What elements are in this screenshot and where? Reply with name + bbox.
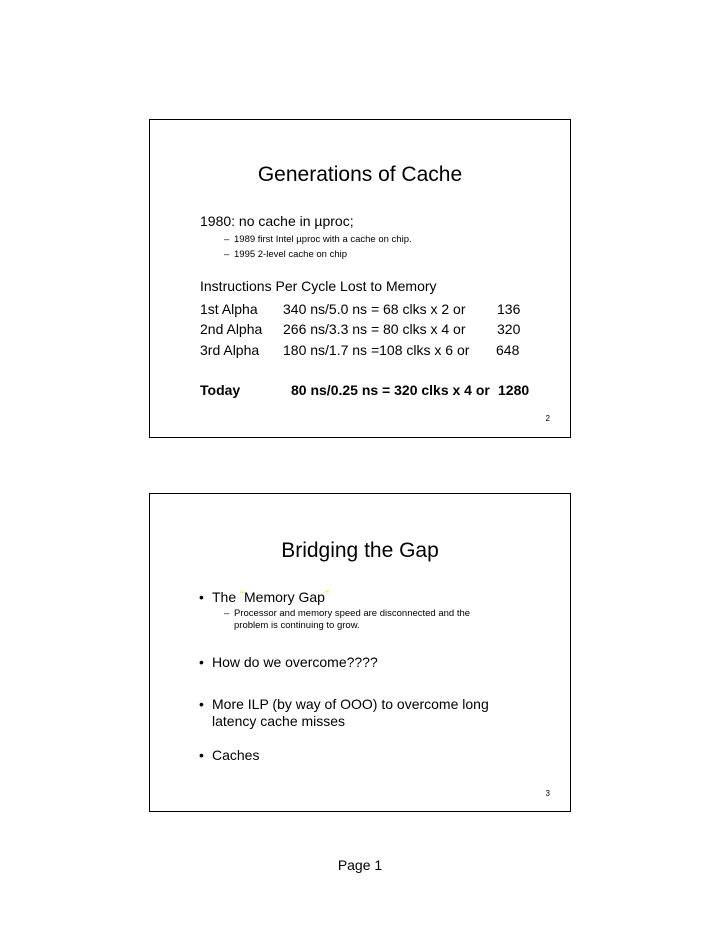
row-result: 648 (496, 342, 520, 358)
page-footer: Page 1 (337, 857, 383, 873)
row-calc: 340 ns/5.0 ns = 68 clks x 2 or (283, 301, 466, 317)
table-row (200, 301, 560, 319)
row-calc: 180 ns/1.7 ns =108 clks x 6 or (283, 342, 470, 358)
bullet-ilp-continuation: latency cache misses (212, 713, 346, 729)
bullet-glyph: • (199, 589, 204, 605)
dash-glyph: – (224, 608, 230, 619)
bullet-highlight-text: Memory Gap (244, 589, 325, 605)
bullet-text: Caches (212, 747, 260, 763)
bullet-caches (199, 747, 259, 763)
open-quote: “ (240, 588, 245, 602)
dash-glyph: – (224, 234, 230, 245)
sub-item-text: Processor and memory speed are disconnected and the (234, 608, 471, 619)
today-name: Today (200, 382, 241, 398)
sub-item-text: 1989 first Intel µproc with a cache on chip. (234, 234, 412, 245)
bullet-overcome (199, 654, 378, 670)
sub-item-text: 1995 2-level cache on chip (234, 249, 348, 260)
row-name: 1st Alpha (200, 301, 258, 317)
dash-glyph: – (224, 249, 230, 260)
sub-item (224, 249, 347, 260)
row-calc: 266 ns/3.3 ns = 80 clks x 4 or (283, 321, 466, 337)
bullet-memory-gap (199, 588, 329, 605)
bullet-glyph: • (199, 654, 204, 670)
slide-title: Generations of Cache (257, 163, 463, 186)
intro-line: 1980: no cache in µproc; (200, 213, 354, 229)
close-quote: ” (324, 588, 329, 602)
slide-bridging-the-gap (149, 493, 571, 812)
row-name: 2nd Alpha (200, 321, 263, 337)
bullet-glyph: • (199, 747, 204, 763)
slide-number: 2 (545, 414, 550, 423)
today-row (200, 382, 560, 400)
table-row (200, 342, 560, 360)
today-result: 1280 (498, 382, 530, 398)
bullet-ilp (199, 696, 489, 712)
table-heading: Instructions Per Cycle Lost to Memory (200, 278, 437, 294)
bullet-text: How do we overcome???? (212, 654, 378, 670)
today-calc: 80 ns/0.25 ns = 320 clks x 4 or (291, 382, 490, 398)
row-result: 136 (497, 301, 521, 317)
sub-item (224, 608, 470, 619)
table-row (200, 321, 560, 339)
sub-item (224, 234, 412, 245)
slide-title: Bridging the Gap (281, 539, 439, 562)
row-result: 320 (497, 321, 521, 337)
bullet-glyph: • (199, 696, 204, 712)
row-name: 3rd Alpha (200, 342, 260, 358)
bullet-text: The (212, 589, 241, 605)
bullet-text: More ILP (by way of OOO) to overcome long (212, 696, 489, 712)
slide-number: 3 (545, 789, 550, 798)
slide-generations-of-cache (149, 119, 571, 438)
sub-item-continuation: problem is continuing to grow. (234, 620, 360, 631)
